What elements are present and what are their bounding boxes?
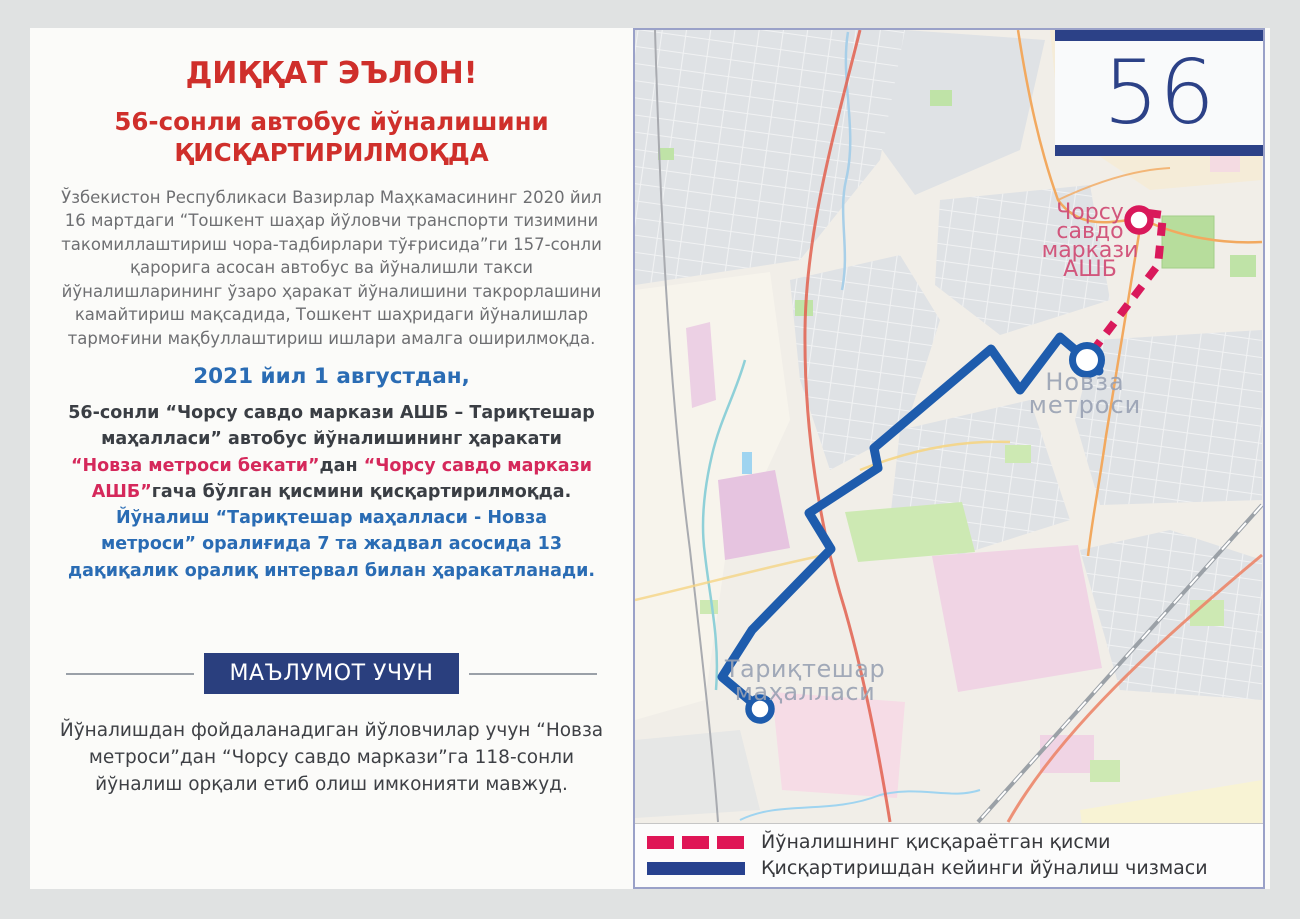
map-label-novza-line1: Новза [1045, 368, 1125, 396]
map-label-tariqteshar [724, 655, 885, 706]
chorsu-stop-marker [1128, 209, 1151, 232]
map-label-chorsu-line1: Чорсу [1056, 200, 1124, 225]
map-legend [635, 823, 1263, 887]
map-label-novza-line2: метроси [1028, 391, 1142, 419]
info-header-rule-right [469, 673, 597, 675]
intro-paragraph: Ўзбекистон Республикаси Вазирлар Маҳкамасининг 2020 йил 16 мартдаги “Тошкент шаҳар йўловчи транспорти тизимини такомиллаштириш чора-тадбирлари тўғрисида”ги 157-сонли қарорига асосан автобус ва йўналишли такси йўналишларининг ўзаро ҳаракат йўналишини такрорлашини камайтириш мақсадида, Тошкент шаҳридаги йўналишлар тармоғини мақбуллаштириш ишлари амалга оширилмоқда. [61, 188, 602, 348]
map-canvas [635, 30, 1263, 886]
map-label-novza [1029, 368, 1142, 419]
info-box-label: МАЪЛУМОТ УЧУН [204, 653, 460, 694]
announcement-panel [30, 28, 633, 889]
map-label-tariqteshar-line1: Тариқтешар [724, 655, 886, 683]
poster-card [30, 28, 1270, 889]
map-label-tariqteshar-line2: маҳалласи [734, 678, 876, 706]
main-text-dark-3: гача бўлган қисмини қисқартирилмоқда. [151, 481, 572, 502]
map-label-chorsu-line3: маркази [1041, 238, 1139, 263]
main-text-blue: Йўналиш “Тариқтешар маҳалласи - Новза метроси” оралиғида 7 та жадвал асосида 13 дақиқалик оралиқ интервал билан ҳаракатланади. [67, 508, 596, 581]
map-label-chorsu-line2: савдо [1056, 219, 1124, 244]
main-text-dark-1: 56-сонли “Чорсу савдо маркази АШБ – Тариқтешар маҳалласи” автобус йўналишининг ҳаракати [68, 403, 595, 450]
route-map [633, 28, 1265, 889]
main-text-red-2: “Чорсу савдо маркази АШБ” [91, 455, 593, 502]
info-paragraph: Йўналишдан фойдаланадиган йўловчилар учун “Новза метроси”дан “Чорсу савдо маркази”га 118-сонли йўналиш орқали етиб олиш имконияти мавжуд. [59, 720, 604, 795]
legend-swatch-blue-solid [647, 862, 745, 875]
page-title: ДИҚҚАТ ЭЪЛОН! [185, 56, 478, 91]
main-paragraph [66, 400, 598, 584]
info-header [30, 653, 633, 694]
map-label-chorsu-line4: АШБ [1063, 257, 1117, 282]
info-header-rule-left [66, 673, 194, 675]
legend-item-remaining [647, 857, 1263, 879]
legend-label-remaining: Қисқартиришдан кейинги йўналиш чизмаси [761, 857, 1208, 879]
route-number-badge [1055, 30, 1263, 156]
legend-item-shortened [647, 831, 1263, 853]
legend-swatch-red-dashed [647, 836, 745, 849]
effective-date: 2021 йил 1 августдан, [193, 364, 470, 389]
route-number: 56 [1103, 41, 1215, 144]
main-text-red-1: “Новза метроси бекати” [70, 455, 320, 476]
legend-label-shortened: Йўналишнинг қисқараётган қисми [761, 831, 1111, 853]
page-subtitle: 56-сонли автобус йўналишини ҚИСҚАРТИРИЛМОҚДА [114, 107, 549, 168]
main-text-dark-2: дан [319, 455, 364, 476]
